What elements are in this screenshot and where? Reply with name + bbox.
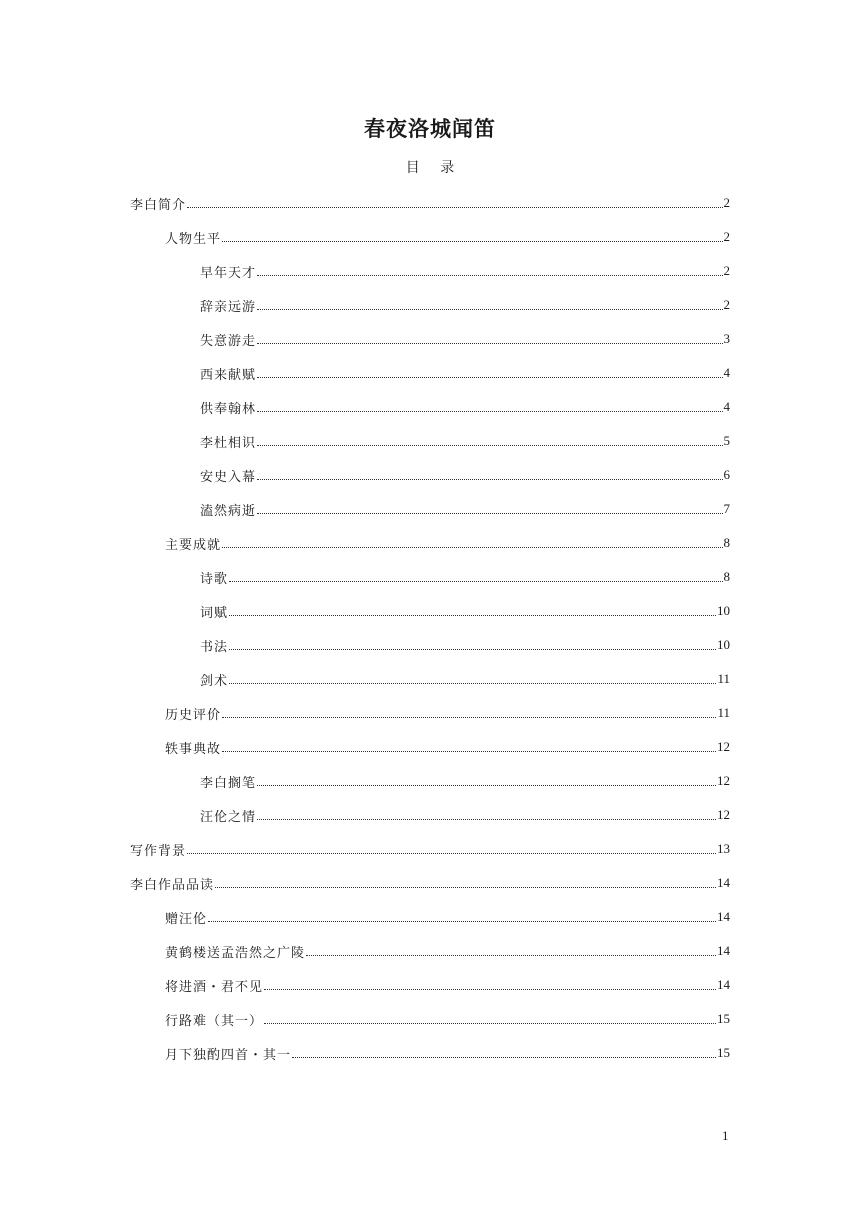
toc-entry[interactable] [130, 186, 730, 220]
toc-heading: 目 录 [405, 160, 463, 176]
toc-entry-title: 李白简介 [130, 197, 187, 213]
toc-entry[interactable] [130, 322, 730, 356]
toc-dot-leader [222, 716, 716, 718]
toc-entry-page: 14 [717, 943, 730, 958]
toc-entry[interactable] [130, 798, 730, 832]
toc-dot-leader [187, 852, 716, 854]
toc-entry[interactable] [130, 594, 730, 628]
toc-entry-page: 8 [723, 535, 730, 550]
toc-entry-title: 写作背景 [130, 843, 187, 859]
toc-entry-page: 12 [717, 739, 730, 754]
toc-dot-leader [257, 818, 716, 820]
toc-entry[interactable] [130, 900, 730, 934]
toc-entry-page: 3 [723, 331, 730, 346]
toc-entry-title: 诗歌 [200, 571, 229, 587]
toc-entry-page: 12 [717, 807, 730, 822]
toc-entry-page: 14 [717, 875, 730, 890]
toc-entry-title: 李白搁笔 [200, 775, 257, 791]
toc-entry[interactable] [130, 730, 730, 764]
toc-entry-title: 安史入幕 [200, 469, 257, 485]
toc-entry[interactable] [130, 662, 730, 696]
toc-dot-leader [257, 308, 722, 310]
toc-entry[interactable] [130, 458, 730, 492]
toc-entry-page: 12 [717, 773, 730, 788]
toc-entry-title: 黄鹤楼送孟浩然之广陵 [165, 945, 306, 961]
toc-dot-leader [257, 478, 722, 480]
toc-entry-page: 6 [723, 467, 730, 482]
toc-entry[interactable] [130, 1002, 730, 1036]
toc-dot-leader [264, 988, 716, 990]
toc-entry-page: 15 [717, 1011, 730, 1026]
page-number: 1 [722, 1128, 729, 1143]
toc-dot-leader [306, 954, 716, 956]
toc-entry[interactable] [130, 832, 730, 866]
toc-entry-title: 历史评价 [165, 707, 222, 723]
toc-entry[interactable] [130, 968, 730, 1002]
document-title: 春夜洛城闻笛 [364, 116, 496, 141]
toc-entry-title: 早年天才 [200, 265, 257, 281]
toc-entry-page: 11 [717, 705, 730, 720]
toc-entry[interactable] [130, 628, 730, 662]
toc-dot-leader [257, 376, 722, 378]
toc-dot-leader [222, 240, 722, 242]
toc-entry-page: 14 [717, 909, 730, 924]
toc-entry[interactable] [130, 288, 730, 322]
toc-entry-page: 14 [717, 977, 730, 992]
toc-entry-title: 行路难（其一） [165, 1013, 264, 1029]
toc-dot-leader [257, 784, 716, 786]
toc-dot-leader [229, 682, 716, 684]
toc-dot-leader [208, 920, 716, 922]
toc-entry[interactable] [130, 934, 730, 968]
toc-entry-title: 赠汪伦 [165, 911, 208, 927]
toc-entry-page: 2 [723, 229, 730, 244]
toc-entry-title: 将进酒・君不见 [165, 979, 264, 995]
toc-entry-page: 10 [717, 637, 730, 652]
toc-entry[interactable] [130, 424, 730, 458]
toc-entry-title: 人物生平 [165, 231, 222, 247]
toc-entry-title: 月下独酌四首・其一 [165, 1047, 292, 1063]
toc-entry[interactable] [130, 764, 730, 798]
toc-entry-title: 主要成就 [165, 537, 222, 553]
toc-entry-page: 4 [723, 365, 730, 380]
toc-dot-leader [264, 1022, 716, 1024]
toc-entry-page: 7 [723, 501, 730, 516]
toc-entry-title: 西来献赋 [200, 367, 257, 383]
toc-entry-title: 溘然病逝 [200, 503, 257, 519]
table-of-contents [130, 186, 730, 1070]
toc-entry[interactable] [130, 866, 730, 900]
toc-entry-page: 2 [723, 297, 730, 312]
toc-entry-page: 11 [717, 671, 730, 686]
toc-entry[interactable] [130, 696, 730, 730]
toc-entry-page: 10 [717, 603, 730, 618]
toc-dot-leader [222, 750, 716, 752]
toc-dot-leader [229, 580, 722, 582]
toc-entry-title: 书法 [200, 639, 229, 655]
toc-dot-leader [257, 274, 722, 276]
toc-entry-page: 8 [723, 569, 730, 584]
toc-entry[interactable] [130, 390, 730, 424]
toc-entry-title: 失意游走 [200, 333, 257, 349]
toc-entry-title: 供奉翰林 [200, 401, 257, 417]
toc-entry-title: 轶事典故 [165, 741, 222, 757]
toc-dot-leader [187, 206, 722, 208]
toc-dot-leader [229, 648, 716, 650]
toc-entry-page: 13 [717, 841, 730, 856]
toc-entry-title: 剑术 [200, 673, 229, 689]
toc-entry-page: 2 [723, 263, 730, 278]
toc-entry-page: 15 [717, 1045, 730, 1060]
toc-entry-page: 4 [723, 399, 730, 414]
toc-entry[interactable] [130, 560, 730, 594]
toc-dot-leader [292, 1056, 716, 1058]
toc-entry-title: 词赋 [200, 605, 229, 621]
toc-entry[interactable] [130, 1036, 730, 1070]
toc-entry[interactable] [130, 526, 730, 560]
toc-entry-page: 2 [723, 195, 730, 210]
toc-entry-title: 辞亲远游 [200, 299, 257, 315]
toc-entry-title: 李白作品品读 [130, 877, 215, 893]
toc-entry[interactable] [130, 220, 730, 254]
toc-entry[interactable] [130, 492, 730, 526]
toc-dot-leader [257, 512, 722, 514]
toc-dot-leader [257, 342, 722, 344]
toc-entry-title: 李杜相识 [200, 435, 257, 451]
toc-dot-leader [222, 546, 722, 548]
toc-dot-leader [257, 444, 722, 446]
toc-entry[interactable] [130, 254, 730, 288]
toc-dot-leader [257, 410, 722, 412]
toc-entry-page: 5 [723, 433, 730, 448]
toc-entry[interactable] [130, 356, 730, 390]
toc-entry-title: 汪伦之情 [200, 809, 257, 825]
toc-dot-leader [215, 886, 716, 888]
toc-dot-leader [229, 614, 716, 616]
